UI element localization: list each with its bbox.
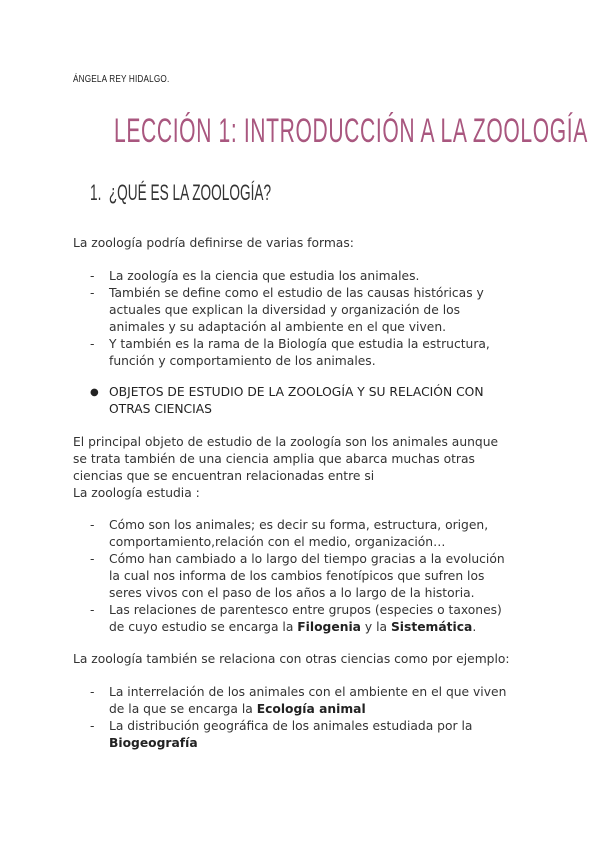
- dash-marker: -: [90, 552, 95, 566]
- line: Las relaciones de parentesco entre grupos (especies o taxones): [109, 603, 502, 617]
- term-filogenia: Filogenia: [297, 620, 361, 634]
- list-item: [90, 268, 530, 285]
- line: animales y su adaptación al ambiente en el que viven.: [109, 320, 447, 334]
- line: actuales que explican la diversidad y organización de los: [109, 303, 461, 317]
- line: El principal objeto de estudio de la zoología son los animales aunque: [73, 435, 499, 449]
- bullet-marker: ●: [90, 387, 99, 398]
- list-item: [90, 718, 530, 752]
- dash-marker: -: [90, 685, 95, 699]
- list-item: [90, 285, 530, 336]
- studies-list: [90, 517, 530, 636]
- section-number: 1.: [90, 180, 102, 205]
- author-name: ÁNGELA REY HIDALGO.: [73, 74, 170, 85]
- relations-list: [90, 684, 530, 752]
- dash-marker: -: [90, 337, 95, 351]
- line: La zoología estudia :: [73, 486, 200, 500]
- term-ecologia-animal: Ecología animal: [256, 702, 366, 716]
- line: Y también es la rama de la Biología que estudia la estructura,: [109, 337, 490, 351]
- list-item: [90, 602, 530, 636]
- section-title: ¿QUÉ ES LA ZOOLOGÍA?: [108, 180, 272, 205]
- line: OTRAS CIENCIAS: [109, 402, 212, 416]
- relation-intro: La zoología también se relaciona con otras ciencias como por ejemplo:: [73, 652, 510, 666]
- section-heading: [90, 180, 271, 206]
- page-title: LECCIÓN 1: INTRODUCCIÓN A LA ZOOLOGÍA: [114, 112, 588, 150]
- line-part: de la que se encarga la: [109, 702, 257, 716]
- line: la cual nos informa de los cambios fenotípicos que sufren los: [109, 569, 485, 583]
- subheading: [90, 384, 530, 418]
- line: También se define como el estudio de las causas históricas y: [109, 286, 484, 300]
- line: función y comportamiento de los animales.: [109, 354, 376, 368]
- dash-marker: -: [90, 719, 95, 733]
- line-part: y la: [360, 620, 391, 634]
- line-part: .: [472, 620, 477, 634]
- term-biogeografia: Biogeografía: [109, 736, 198, 750]
- line: Cómo son los animales; es decir su forma, estructura, origen,: [109, 518, 489, 532]
- dash-marker: -: [90, 269, 95, 283]
- study-paragraph: [73, 434, 498, 502]
- line: La distribución geográfica de los animales estudiada por la: [109, 719, 473, 733]
- line: se trata también de una ciencia amplia que abarca muchas otras: [73, 452, 475, 466]
- list-item: [90, 517, 530, 551]
- line: La zoología es la ciencia que estudia los animales.: [109, 269, 420, 283]
- list-item: [90, 684, 530, 718]
- line: Cómo han cambiado a lo largo del tiempo gracias a la evolución: [109, 552, 505, 566]
- dash-marker: -: [90, 286, 95, 300]
- list-item: [90, 336, 530, 370]
- subheading-list: [90, 384, 530, 418]
- line-part: de cuyo estudio se encarga la: [109, 620, 298, 634]
- line: comportamiento,relación con el medio, organización…: [109, 535, 446, 549]
- dash-marker: -: [90, 603, 95, 617]
- line: ciencias que se encuentran relacionadas entre si: [73, 469, 375, 483]
- intro-text: La zoología podría definirse de varias formas:: [73, 236, 354, 250]
- dash-marker: -: [90, 518, 95, 532]
- line: La interrelación de los animales con el ambiente en el que viven: [109, 685, 507, 699]
- definitions-list: [90, 268, 530, 370]
- list-item: [90, 551, 530, 602]
- term-sistematica: Sistemática: [390, 620, 473, 634]
- line: OBJETOS DE ESTUDIO DE LA ZOOLOGÍA Y SU RELACIÓN CON: [109, 385, 484, 399]
- line: seres vivos con el paso de los años a lo largo de la historia.: [109, 586, 475, 600]
